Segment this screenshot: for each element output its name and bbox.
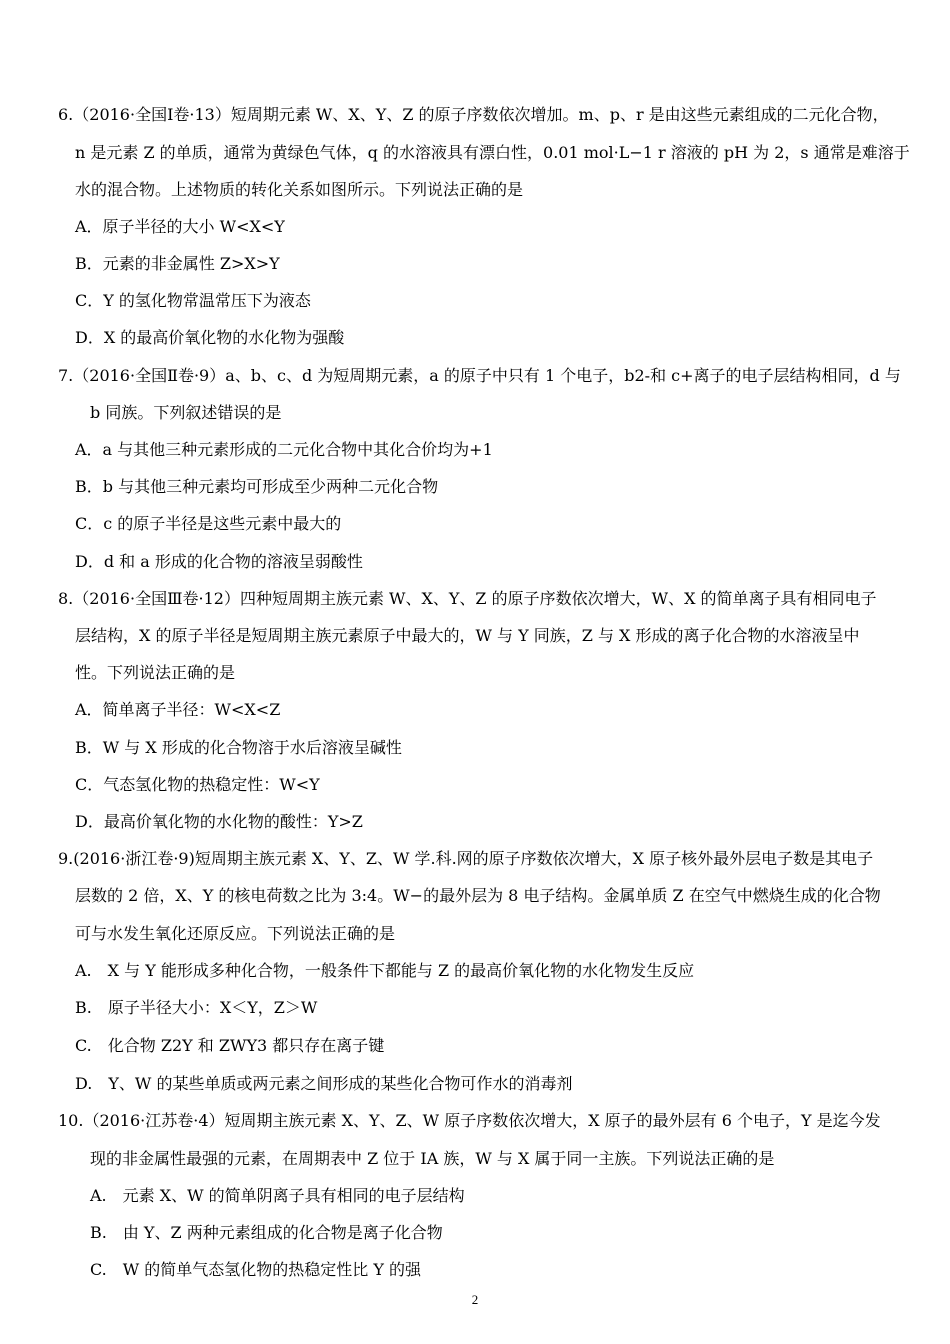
q9-option-c: C. 化合物 Z2Y 和 ZWY3 都只存在离子键	[75, 1036, 385, 1055]
q7-option-d: D．d 和 a 形成的化合物的溶液呈弱酸性	[75, 552, 363, 571]
q9-option-d: D. Y、W 的某些单质或两元素之间形成的某些化合物可作水的消毒剂	[75, 1074, 573, 1093]
q6-line1: 6.（2016·全国Ⅰ卷·13）短周期元素 W、X、Y、Z 的原子序数依次增加。m、p、r 是由这些元素组成的二元化合物，	[58, 105, 889, 124]
q6-line3: 水的混合物。上述物质的转化关系如图所示。下列说法正确的是	[75, 180, 524, 199]
q8-line1: 8.（2016·全国Ⅲ卷·12）四种短周期主族元素 W、X、Y、Z 的原子序数依次增大，W、X 的简单离子具有相同电子	[58, 589, 877, 608]
q6-option-b: B．元素的非金属性 Z>X>Y	[75, 254, 280, 273]
q8-option-a: A．简单离子半径：W<X<Z	[75, 700, 281, 719]
q6-option-c: C．Y 的氢化物常温常压下为液态	[75, 291, 311, 310]
q8-option-c: C．气态氢化物的热稳定性：W<Y	[75, 775, 320, 794]
q8-line2: 层结构，X 的原子半径是短周期主族元素原子中最大的，W 与 Y 同族，Z 与 X 形成的离子化合物的水溶液呈中	[75, 626, 860, 645]
q7-line1: 7.（2016·全国Ⅱ卷·9）a、b、c、d 为短周期元素，a 的原子中只有 1 个电子，b2-和 c+离子的电子层结构相同，d 与	[58, 366, 901, 385]
q6-line2: n 是元素 Z 的单质，通常为黄绿色气体，q 的水溶液具有漂白性，0.01 mol·L−1 r 溶液的 pH 为 2，s 通常是难溶于	[75, 143, 910, 162]
q7-option-a: A．a 与其他三种元素形成的二元化合物中其化合价均为+1	[75, 440, 493, 459]
q8-line3: 性。下列说法正确的是	[75, 663, 236, 682]
q6-option-d: D．X 的最高价氧化物的水化物为强酸	[75, 328, 345, 347]
q8-option-b: B．W 与 X 形成的化合物溶于水后溶液呈碱性	[75, 738, 402, 757]
q7-option-c: C．c 的原子半径是这些元素中最大的	[75, 514, 342, 533]
q10-option-c: C. W 的简单气态氢化物的热稳定性比 Y 的强	[90, 1260, 422, 1279]
q9-line3: 可与水发生氧化还原反应。下列说法正确的是	[75, 924, 396, 943]
q10-line2: 现的非金属性最强的元素，在周期表中 Z 位于 IA 族，W 与 X 属于同一主族。下列说法正确的是	[90, 1149, 775, 1168]
q9-option-b: B. 原子半径大小：X＜Y，Z＞W	[75, 998, 318, 1017]
q10-option-a: A. 元素 X、W 的简单阴离子具有相同的电子层结构	[90, 1186, 465, 1205]
q7-option-b: B．b 与其他三种元素均可形成至少两种二元化合物	[75, 477, 439, 496]
q6-option-a: A．原子半径的大小 W<X<Y	[75, 217, 285, 236]
q7-line2: b 同族。下列叙述错误的是	[90, 403, 282, 422]
page-number: 2	[471, 1292, 479, 1307]
q9-line2: 层数的 2 倍，X、Y 的核电荷数之比为 3:4。W−的最外层为 8 电子结构。金属单质 Z 在空气中燃烧生成的化合物	[75, 886, 881, 905]
q10-option-b: B. 由 Y、Z 两种元素组成的化合物是离子化合物	[90, 1223, 443, 1242]
q10-line1: 10.（2016·江苏卷·4）短周期主族元素 X、Y、Z、W 原子序数依次增大，X 原子的最外层有 6 个电子，Y 是迄今发	[58, 1111, 881, 1130]
q9-option-a: A. X 与 Y 能形成多种化合物，一般条件下都能与 Z 的最高价氧化物的水化物发生反应	[75, 961, 695, 980]
q8-option-d: D．最高价氧化物的水化物的酸性：Y>Z	[75, 812, 363, 831]
q9-line1: 9.(2016·浙江卷·9)短周期主族元素 X、Y、Z、W 学.科.网的原子序数依次增大，X 原子核外最外层电子数是其电子	[58, 849, 874, 868]
